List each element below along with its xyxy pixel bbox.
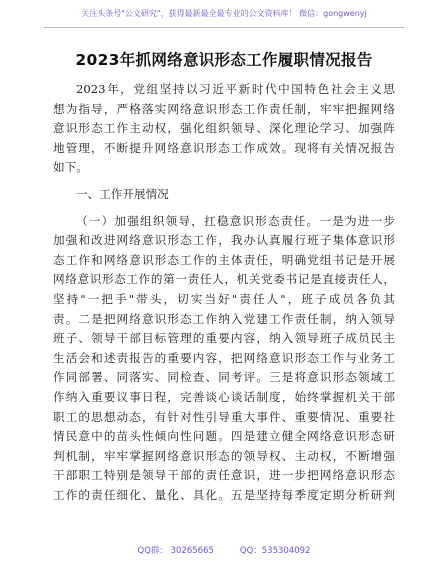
text-line: 作同部署、同落实、同检查、同考评。三是将意识形态领域工 (53, 370, 395, 385)
text-line: 判机制，牢牢掌握网络意识形态的领导权、主动权，不断增强 (53, 448, 395, 463)
text-line: 加强和改进网络意识形态工作，我办认真履行班子集体意识形 (53, 233, 395, 248)
text-line: 生活会和述责报告的重要内容，把网络意识形态工作与业务工 (53, 350, 395, 365)
text-line: 意识形态工作主动权，强化组织领导、深化理论学习、加强阵 (53, 121, 395, 136)
section-heading: 一、工作开展情况 (76, 186, 169, 201)
footer-contact (0, 545, 448, 557)
footer-qq-group: QQ群： 30265665 (137, 546, 214, 556)
text-line: 干部职工特别是领导干部的责任意识，进一步把网络意识形态 (53, 468, 395, 483)
text-line: 地管理，不断提升网络意识形态工作成效。现将有关情况报告 (53, 140, 395, 155)
text-line: 工作的责任细化、量化、具化。五是坚持每季度定期分析研判 (53, 487, 395, 502)
text-line: 坚持"一把手"带头，切实当好"责任人"，班子成员各负其 (53, 291, 395, 306)
header-divider (44, 27, 404, 28)
text-line: 班子、领导干部目标管理的重要内容，纳入领导班子成员民主 (53, 331, 395, 346)
text-line: 2023年，党组坚持以习近平新时代中国特色社会主义思 (76, 82, 395, 96)
text-line: 职工的思想动态，有针对性引导重大事件、重要情况、重要社 (53, 409, 395, 424)
text-line: 网络意识形态工作的第一责任人，机关党委书记是直接责任人， (53, 272, 395, 287)
page-title: 2023年抓网络意识形态工作履职情况报告 (75, 51, 373, 69)
text-line: 情民意中的苗头性倾向性问题。四是建立健全网络意识形态研 (53, 429, 395, 444)
top-banner: 关注头条号"公文研究"，获得最新最全最专业的公文资料库！ 微信：gongwenyj (81, 9, 367, 18)
text-line: 想为指导，严格落实网络意识形态工作责任制，牢牢把握网络 (53, 101, 395, 116)
text-line: 责。二是把网络意识形态工作纳入党建工作责任制，纳入领导 (53, 311, 395, 326)
text-line: （一）加强组织领导，扛稳意识形态责任。一是为进一步 (76, 213, 395, 228)
text-line: 作纳入重要议事日程，完善谈心谈话制度，始终掌握机关干部 (53, 389, 395, 404)
text-line: 如下。 (53, 160, 88, 175)
document-body (53, 80, 395, 505)
footer-qq: QQ：535304092 (239, 546, 311, 556)
text-line: 态工作和网络意识形态工作的主体责任，明确党组书记是开展 (53, 252, 395, 267)
